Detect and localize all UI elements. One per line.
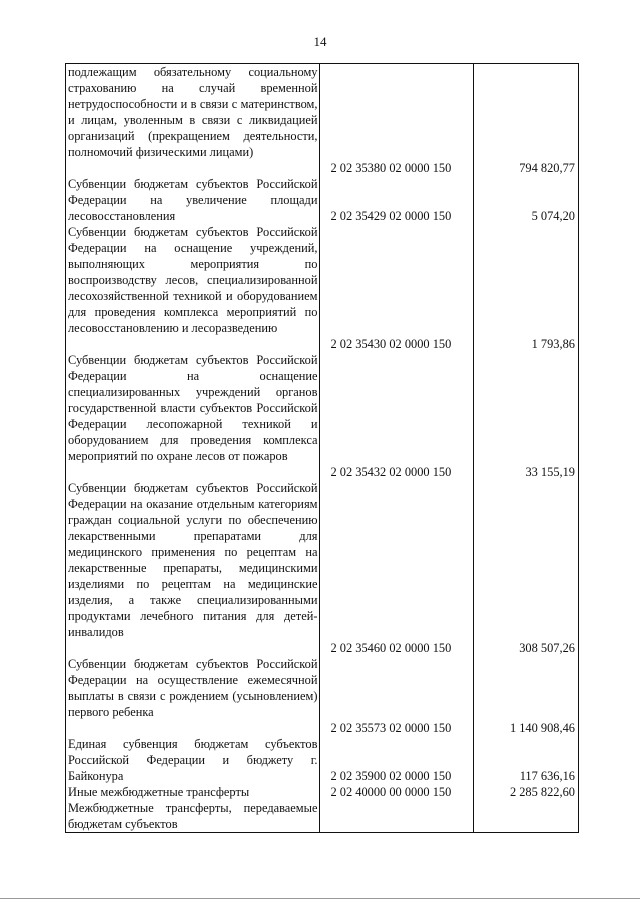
entry-name: Единая субвенция бюджетам субъектов Российской Федерации и бюджету г. Байконура: [68, 737, 318, 783]
amount-column: [473, 64, 578, 833]
entry-name: Иные межбюджетные трансферты: [68, 785, 250, 799]
budget-code: 2 02 35460 02 0000 150: [330, 641, 452, 655]
budget-code: 2 02 35430 02 0000 150: [330, 337, 452, 351]
entry-name: Субвенции бюджетам субъектов Российской Федерации на оснащение специализированных учреждений органов государственной власти субъектов Российской Федерации лесопожарной техникой и оборудованием для проведения комплекса мероприятий по охране лесов от пожаров: [68, 353, 318, 463]
entry-name: Субвенции бюджетам субъектов Российской Федерации на осуществление ежемесячной выплаты в связи с рождением (усыновлением) первого ребенка: [68, 657, 318, 719]
code-column: [320, 64, 473, 833]
entry-name: Субвенции бюджетам субъектов Российской Федерации на увеличение площади лесовосстановления: [68, 177, 318, 223]
amount-value: 117 636,16: [519, 769, 575, 783]
budget-revenue-table: [65, 63, 579, 833]
name-column: [66, 64, 320, 833]
amount-value: 2 285 822,60: [509, 785, 575, 799]
amount-value: 33 155,19: [525, 465, 575, 479]
amount-value: 1 140 908,46: [509, 721, 575, 735]
entry-name: Субвенции бюджетам субъектов Российской Федерации на оснащение учреждений, выполняющих мероприятия по воспроизводству лесов, специализированной лесохозяйственной техникой и оборудованием для проведения комплекса мероприятий по лесовосстановлению и лесоразведению: [68, 225, 318, 335]
scan-edge-line: [0, 898, 640, 899]
amount-value: 794 820,77: [519, 161, 575, 175]
budget-code: 2 02 35432 02 0000 150: [330, 465, 452, 479]
budget-code: 2 02 40000 00 0000 150: [330, 785, 452, 799]
budget-code: 2 02 35380 02 0000 150: [330, 161, 452, 175]
entry-name: Межбюджетные трансферты, передаваемые бюджетам субъектов: [68, 801, 318, 831]
page-number: 14: [313, 34, 327, 49]
table-row: [66, 64, 579, 833]
amount-value: 5 074,20: [531, 209, 575, 223]
amount-value: 1 793,86: [531, 337, 575, 351]
budget-code: 2 02 35573 02 0000 150: [330, 721, 452, 735]
amount-value: 308 507,26: [519, 641, 575, 655]
entry-name: подлежащим обязательному социальному страхованию на случай временной нетрудоспособности и в связи с материнством, и лицам, уволенным в связи с ликвидацией организаций (прекращением деятельности, полномочий физическими лицами): [68, 65, 318, 159]
budget-code: 2 02 35429 02 0000 150: [330, 209, 452, 223]
entry-name: Субвенции бюджетам субъектов Российской Федерации на оказание отдельным категориям граждан социальной услуги по обеспечению лекарственными препаратами для медицинского применения по рецептам на лекарственные препараты, медицинскими изделиями по рецептам на медицинские изделия, а также специализированными продуктами лечебного питания для детей-инвалидов: [68, 481, 318, 639]
budget-code: 2 02 35900 02 0000 150: [330, 769, 452, 783]
